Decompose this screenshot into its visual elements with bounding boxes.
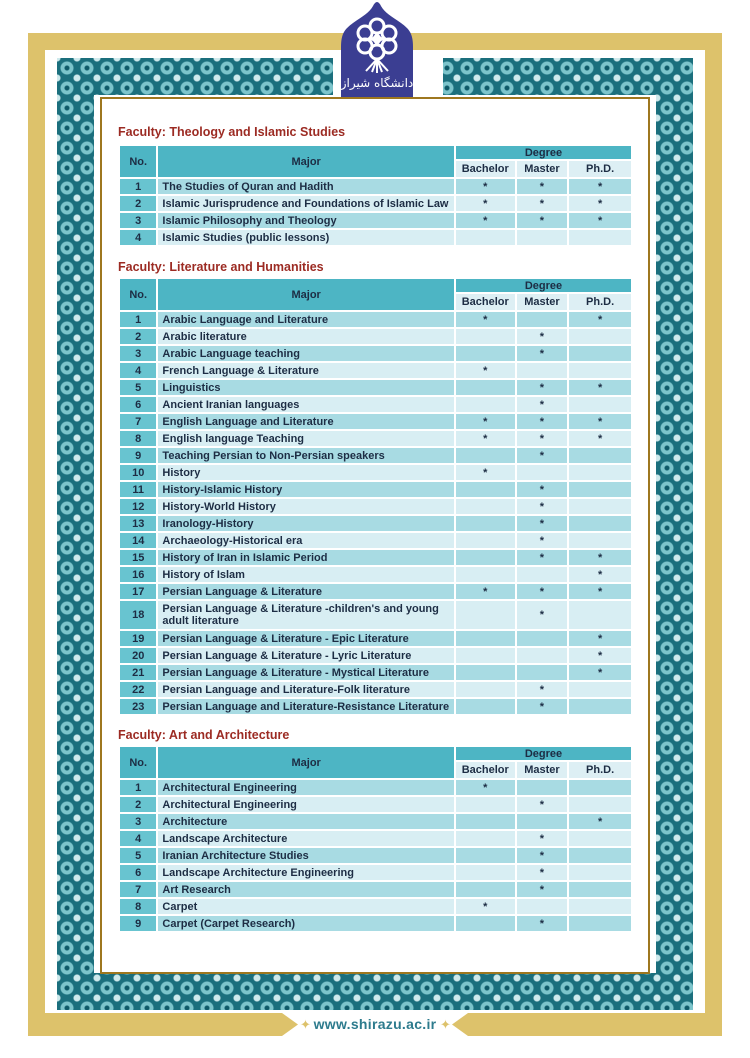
major-name: Islamic Philosophy and Theology: [158, 213, 454, 228]
phd-mark: [569, 230, 631, 245]
master-mark: *: [517, 550, 568, 565]
row-number: 5: [120, 380, 156, 395]
logo-persian-text: دانشگاه شیراز: [340, 76, 414, 90]
bachelor-mark: [456, 499, 515, 514]
major-name: Persian Language & Literature -children's and young adult literature: [158, 601, 454, 629]
major-name: Carpet (Carpet Research): [158, 916, 454, 931]
major-name: The Studies of Quran and Hadith: [158, 179, 454, 194]
phd-mark: *: [569, 567, 631, 582]
major-name: Art Research: [158, 882, 454, 897]
table-row: [120, 230, 631, 245]
bachelor-mark: [456, 329, 515, 344]
row-number: 11: [120, 482, 156, 497]
row-number: 13: [120, 516, 156, 531]
faculty-title-art-architecture: Faculty: Art and Architecture: [118, 728, 290, 742]
majors-table: [118, 144, 633, 247]
master-mark: *: [517, 699, 568, 714]
table-row: [120, 682, 631, 697]
master-mark: *: [517, 482, 568, 497]
phd-mark: *: [569, 814, 631, 829]
master-mark: [517, 780, 568, 795]
column-subheader-phd: Ph.D.: [569, 762, 631, 778]
phd-mark: [569, 865, 631, 880]
bachelor-mark: [456, 865, 515, 880]
bachelor-mark: [456, 631, 515, 646]
faculty-title-literature: Faculty: Literature and Humanities: [118, 260, 324, 274]
row-number: 17: [120, 584, 156, 599]
master-mark: *: [517, 882, 568, 897]
table-row: [120, 448, 631, 463]
bachelor-mark: [456, 380, 515, 395]
master-mark: *: [517, 380, 568, 395]
major-name: Carpet: [158, 899, 454, 914]
table-row: [120, 814, 631, 829]
row-number: 3: [120, 346, 156, 361]
phd-mark: [569, 465, 631, 480]
table-row: [120, 499, 631, 514]
phd-mark: [569, 916, 631, 931]
bachelor-mark: *: [456, 196, 515, 211]
row-number: 18: [120, 601, 156, 629]
phd-mark: [569, 797, 631, 812]
phd-mark: [569, 499, 631, 514]
bachelor-mark: [456, 448, 515, 463]
column-subheader-bachelor: Bachelor: [456, 294, 515, 310]
phd-mark: *: [569, 179, 631, 194]
row-number: 19: [120, 631, 156, 646]
phd-mark: [569, 448, 631, 463]
major-name: Landscape Architecture: [158, 831, 454, 846]
column-subheader-bachelor: Bachelor: [456, 161, 515, 177]
table-row: [120, 533, 631, 548]
master-mark: [517, 631, 568, 646]
phd-mark: *: [569, 431, 631, 446]
row-number: 5: [120, 848, 156, 863]
column-subheader-master: Master: [517, 294, 568, 310]
phd-mark: [569, 482, 631, 497]
master-mark: *: [517, 682, 568, 697]
table-row: [120, 797, 631, 812]
bachelor-mark: [456, 567, 515, 582]
master-mark: *: [517, 848, 568, 863]
row-number: 4: [120, 831, 156, 846]
bachelor-mark: [456, 699, 515, 714]
table-row: [120, 848, 631, 863]
bachelor-mark: [456, 482, 515, 497]
bachelor-mark: [456, 648, 515, 663]
bachelor-mark: [456, 516, 515, 531]
row-number: 6: [120, 865, 156, 880]
table-row: [120, 482, 631, 497]
bachelor-mark: *: [456, 780, 515, 795]
master-mark: [517, 567, 568, 582]
major-name: Persian Language & Literature - Epic Literature: [158, 631, 454, 646]
column-header-major: Major: [158, 146, 454, 177]
major-name: Teaching Persian to Non-Persian speakers: [158, 448, 454, 463]
phd-mark: *: [569, 665, 631, 680]
bachelor-mark: *: [456, 584, 515, 599]
major-name: English language Teaching: [158, 431, 454, 446]
bachelor-mark: [456, 550, 515, 565]
table-row: [120, 179, 631, 194]
phd-mark: [569, 533, 631, 548]
bachelor-mark: *: [456, 465, 515, 480]
bachelor-mark: [456, 831, 515, 846]
major-name: Arabic Language and Literature: [158, 312, 454, 327]
major-name: Architectural Engineering: [158, 797, 454, 812]
master-mark: *: [517, 797, 568, 812]
row-number: 14: [120, 533, 156, 548]
table-row: [120, 699, 631, 714]
bachelor-mark: *: [456, 431, 515, 446]
row-number: 10: [120, 465, 156, 480]
master-mark: [517, 312, 568, 327]
row-number: 3: [120, 213, 156, 228]
major-name: Persian Language & Literature - Mystical Literature: [158, 665, 454, 680]
column-header-degree: Degree: [456, 279, 631, 292]
table-row: [120, 516, 631, 531]
major-name: Iranology-History: [158, 516, 454, 531]
bachelor-mark: [456, 230, 515, 245]
bachelor-mark: [456, 848, 515, 863]
major-name: History-Islamic History: [158, 482, 454, 497]
column-subheader-master: Master: [517, 762, 568, 778]
majors-table: [118, 277, 633, 716]
major-name: Arabic Language teaching: [158, 346, 454, 361]
master-mark: *: [517, 831, 568, 846]
bachelor-mark: [456, 797, 515, 812]
column-subheader-phd: Ph.D.: [569, 294, 631, 310]
table-row: [120, 465, 631, 480]
row-number: 16: [120, 567, 156, 582]
table-row: [120, 196, 631, 211]
row-number: 22: [120, 682, 156, 697]
master-mark: [517, 230, 568, 245]
master-mark: *: [517, 916, 568, 931]
row-number: 4: [120, 230, 156, 245]
phd-mark: [569, 601, 631, 629]
column-header-degree: Degree: [456, 747, 631, 760]
column-subheader-phd: Ph.D.: [569, 161, 631, 177]
row-number: 3: [120, 814, 156, 829]
master-mark: *: [517, 414, 568, 429]
row-number: 4: [120, 363, 156, 378]
phd-mark: *: [569, 196, 631, 211]
phd-mark: *: [569, 584, 631, 599]
phd-mark: [569, 516, 631, 531]
major-name: Persian Language and Literature-Folk literature: [158, 682, 454, 697]
major-name: Archaeology-Historical era: [158, 533, 454, 548]
row-number: 23: [120, 699, 156, 714]
master-mark: [517, 363, 568, 378]
major-name: Islamic Studies (public lessons): [158, 230, 454, 245]
master-mark: [517, 465, 568, 480]
row-number: 8: [120, 899, 156, 914]
bachelor-mark: [456, 814, 515, 829]
phd-mark: [569, 329, 631, 344]
major-name: History: [158, 465, 454, 480]
table-row: [120, 631, 631, 646]
bachelor-mark: *: [456, 899, 515, 914]
row-number: 7: [120, 882, 156, 897]
table-row: [120, 363, 631, 378]
bachelor-mark: *: [456, 179, 515, 194]
table-row: [120, 831, 631, 846]
phd-mark: [569, 699, 631, 714]
phd-mark: *: [569, 213, 631, 228]
row-number: 20: [120, 648, 156, 663]
table-row: [120, 899, 631, 914]
website-url[interactable]: www.shirazu.ac.ir: [313, 1016, 437, 1032]
row-number: 1: [120, 312, 156, 327]
table-row: [120, 312, 631, 327]
phd-mark: *: [569, 414, 631, 429]
row-number: 21: [120, 665, 156, 680]
table-row: [120, 584, 631, 599]
major-name: Architectural Engineering: [158, 780, 454, 795]
table-row: [120, 414, 631, 429]
master-mark: *: [517, 448, 568, 463]
phd-mark: [569, 397, 631, 412]
bachelor-mark: *: [456, 312, 515, 327]
majors-table: [118, 745, 633, 933]
major-name: History of Iran in Islamic Period: [158, 550, 454, 565]
major-name: Persian Language & Literature - Lyric Literature: [158, 648, 454, 663]
table-row: [120, 213, 631, 228]
bachelor-mark: [456, 397, 515, 412]
row-number: 8: [120, 431, 156, 446]
master-mark: *: [517, 601, 568, 629]
sparkle-icon: ✦: [300, 1017, 311, 1032]
master-mark: *: [517, 584, 568, 599]
phd-mark: *: [569, 380, 631, 395]
master-mark: *: [517, 516, 568, 531]
major-name: Iranian Architecture Studies: [158, 848, 454, 863]
bachelor-mark: *: [456, 414, 515, 429]
master-mark: *: [517, 397, 568, 412]
phd-mark: [569, 848, 631, 863]
phd-mark: *: [569, 631, 631, 646]
master-mark: *: [517, 865, 568, 880]
master-mark: *: [517, 346, 568, 361]
table-row: [120, 329, 631, 344]
row-number: 2: [120, 329, 156, 344]
master-mark: *: [517, 499, 568, 514]
column-header-no: No.: [120, 747, 156, 778]
row-number: 1: [120, 179, 156, 194]
phd-mark: *: [569, 648, 631, 663]
major-name: Arabic literature: [158, 329, 454, 344]
phd-mark: [569, 363, 631, 378]
major-name: Ancient Iranian languages: [158, 397, 454, 412]
master-mark: *: [517, 196, 568, 211]
master-mark: [517, 899, 568, 914]
major-name: Persian Language and Literature-Resistance Literature: [158, 699, 454, 714]
table-row: [120, 780, 631, 795]
bachelor-mark: [456, 682, 515, 697]
phd-mark: [569, 682, 631, 697]
table-row: [120, 865, 631, 880]
major-name: Linguistics: [158, 380, 454, 395]
table-theology: [118, 144, 633, 247]
table-row: [120, 380, 631, 395]
phd-mark: [569, 831, 631, 846]
phd-mark: *: [569, 550, 631, 565]
table-row: [120, 346, 631, 361]
row-number: 2: [120, 797, 156, 812]
table-row: [120, 648, 631, 663]
bachelor-mark: [456, 533, 515, 548]
phd-mark: [569, 882, 631, 897]
major-name: English Language and Literature: [158, 414, 454, 429]
major-name: French Language & Literature: [158, 363, 454, 378]
major-name: History of Islam: [158, 567, 454, 582]
phd-mark: [569, 346, 631, 361]
row-number: 1: [120, 780, 156, 795]
bachelor-mark: [456, 601, 515, 629]
table-row: [120, 601, 631, 629]
major-name: Architecture: [158, 814, 454, 829]
major-name: History-World History: [158, 499, 454, 514]
column-header-degree: Degree: [456, 146, 631, 159]
master-mark: [517, 665, 568, 680]
row-number: 15: [120, 550, 156, 565]
master-mark: *: [517, 329, 568, 344]
table-row: [120, 882, 631, 897]
column-subheader-master: Master: [517, 161, 568, 177]
row-number: 9: [120, 916, 156, 931]
bachelor-mark: [456, 346, 515, 361]
major-name: Islamic Jurisprudence and Foundations of Islamic Law: [158, 196, 454, 211]
table-row: [120, 431, 631, 446]
table-row: [120, 397, 631, 412]
bachelor-mark: *: [456, 363, 515, 378]
table-art-architecture: [118, 745, 633, 933]
table-row: [120, 550, 631, 565]
sparkle-icon: ✦: [440, 1017, 451, 1032]
master-mark: [517, 648, 568, 663]
master-mark: *: [517, 431, 568, 446]
table-row: [120, 665, 631, 680]
column-header-no: No.: [120, 146, 156, 177]
phd-mark: [569, 899, 631, 914]
row-number: 12: [120, 499, 156, 514]
master-mark: [517, 814, 568, 829]
major-name: Persian Language & Literature: [158, 584, 454, 599]
row-number: 6: [120, 397, 156, 412]
master-mark: *: [517, 533, 568, 548]
column-header-major: Major: [158, 279, 454, 310]
row-number: 7: [120, 414, 156, 429]
table-literature: [118, 277, 633, 716]
master-mark: *: [517, 213, 568, 228]
major-name: Landscape Architecture Engineering: [158, 865, 454, 880]
phd-mark: *: [569, 312, 631, 327]
column-header-no: No.: [120, 279, 156, 310]
bachelor-mark: [456, 916, 515, 931]
row-number: 2: [120, 196, 156, 211]
column-subheader-bachelor: Bachelor: [456, 762, 515, 778]
table-row: [120, 567, 631, 582]
phd-mark: [569, 780, 631, 795]
row-number: 9: [120, 448, 156, 463]
bachelor-mark: [456, 882, 515, 897]
master-mark: *: [517, 179, 568, 194]
table-row: [120, 916, 631, 931]
bachelor-mark: [456, 665, 515, 680]
column-header-major: Major: [158, 747, 454, 778]
faculty-title-theology: Faculty: Theology and Islamic Studies: [118, 125, 346, 139]
bachelor-mark: *: [456, 213, 515, 228]
